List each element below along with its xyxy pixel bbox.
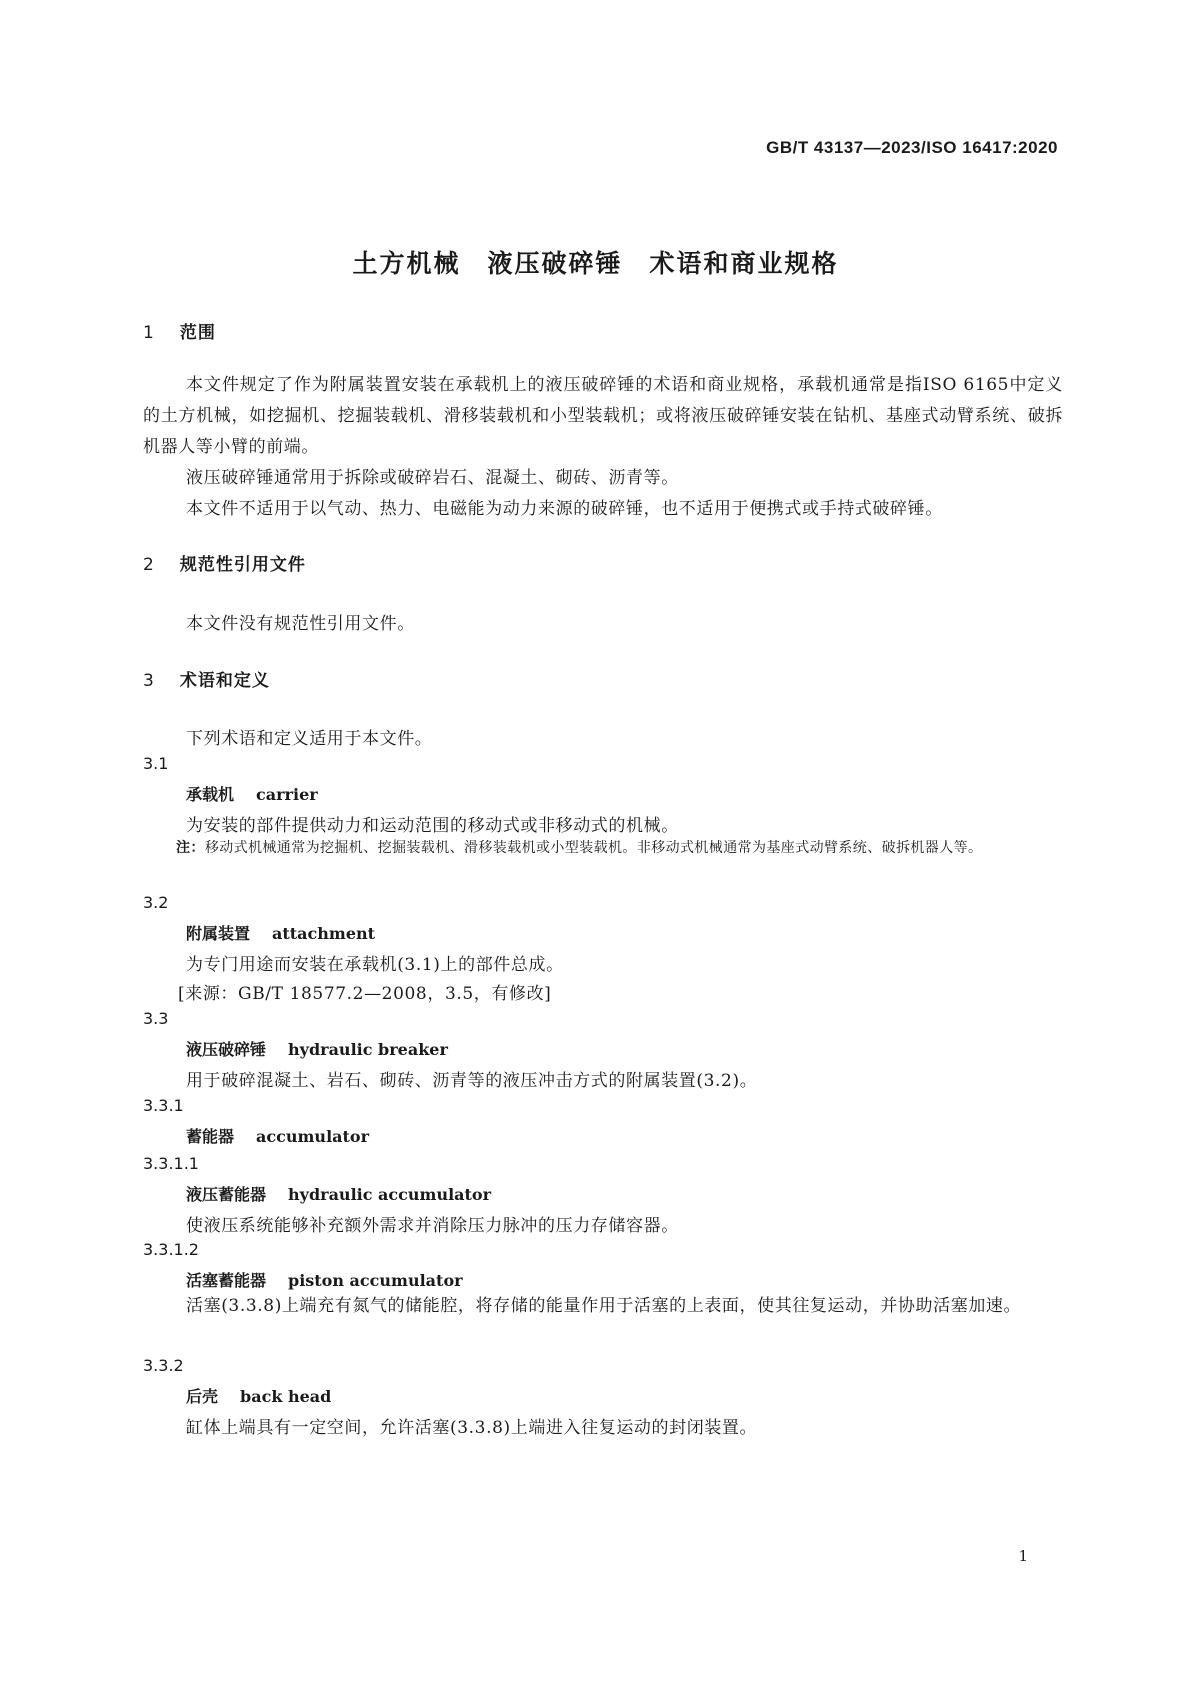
- clause-number-3-3-2: 3.3.2: [143, 1356, 184, 1375]
- term-chinese: 液压蓄能器: [186, 1185, 267, 1204]
- clause-number-3-3-1-1: 3.3.1.1: [143, 1154, 199, 1173]
- section-1-heading: [143, 318, 216, 343]
- section-title: 术语和定义: [179, 671, 270, 691]
- section-number: 2: [143, 555, 155, 575]
- term-english: hydraulic breaker: [288, 1040, 448, 1059]
- term-hydraulic-accumulator: [186, 1182, 491, 1205]
- section-title: 范围: [179, 323, 216, 343]
- section-number: 3: [143, 671, 155, 691]
- document-title: 土方机械 液压破碎锤 术语和商业规格: [352, 249, 839, 278]
- section-title: 规范性引用文件: [179, 555, 306, 575]
- clause-number-3-1: 3.1: [143, 754, 169, 773]
- clause-number-3-3: 3.3: [143, 1009, 169, 1028]
- term-english: accumulator: [256, 1127, 369, 1146]
- term-chinese: 蓄能器: [186, 1127, 235, 1146]
- note-label: 注：: [176, 840, 205, 856]
- note-text: 移动式机械通常为挖掘机、挖掘装载机、滑移装载机或小型装载机。非移动式机械通常为基座式动臂系统、破拆机器人等。: [204, 840, 983, 856]
- term-chinese: 承载机: [186, 785, 235, 804]
- term-english: attachment: [272, 924, 376, 943]
- term-english: hydraulic accumulator: [288, 1185, 492, 1204]
- term-english: back head: [240, 1387, 332, 1406]
- source-attachment: [来源：GB/T 18577.2—2008，3.5，有修改]: [178, 984, 552, 1004]
- term-accumulator: [186, 1124, 369, 1147]
- term-attachment: [186, 921, 375, 944]
- note-carrier: [176, 835, 1066, 861]
- section-2-paragraph-1: 本文件没有规范性引用文件。: [186, 614, 415, 634]
- term-english: carrier: [256, 785, 318, 804]
- definition-carrier: 为安装的部件提供动力和运动范围的移动式或非移动式的机械。: [186, 816, 679, 836]
- section-1-paragraph-2: 液压破碎锤通常用于拆除或破碎岩石、混凝土、砌砖、沥青等。: [186, 468, 679, 488]
- definition-back-head: 缸体上端具有一定空间，允许活塞(3.3.8)上端进入往复运动的封闭装置。: [186, 1418, 758, 1438]
- page-number: 1: [1018, 1547, 1028, 1565]
- definition-piston-accumulator: 活塞(3.3.8)上端充有氮气的储能腔，将存储的能量作用于活塞的上表面，使其往复运动，并协助活塞加速。: [186, 1296, 1022, 1316]
- section-number: 1: [143, 323, 155, 343]
- term-piston-accumulator: [186, 1268, 463, 1291]
- term-chinese: 后壳: [186, 1387, 219, 1406]
- section-3-intro: 下列术语和定义适用于本文件。: [186, 729, 433, 749]
- term-chinese: 附属装置: [186, 924, 251, 943]
- definition-hydraulic-accumulator: 使液压系统能够补充额外需求并消除压力脉冲的压力存储容器。: [186, 1216, 679, 1236]
- section-3-heading: [143, 666, 270, 691]
- definition-attachment: 为专门用途而安装在承载机(3.1)上的部件总成。: [186, 955, 564, 975]
- clause-number-3-3-1: 3.3.1: [143, 1096, 184, 1115]
- term-carrier: [186, 782, 318, 805]
- term-english: piston accumulator: [288, 1271, 463, 1290]
- section-2-heading: [143, 550, 306, 575]
- term-hydraulic-breaker: [186, 1037, 448, 1060]
- term-chinese: 液压破碎锤: [186, 1040, 267, 1059]
- section-1-paragraph-1: 本文件规定了作为附属装置安装在承载机上的液压破碎锤的术语和商业规格，承载机通常是指ISO 6165中定义的土方机械，如挖掘机、挖掘装载机、滑移装载机和小型装载机；或将液压破碎锤安装在钻机、基座式动臂系统、破拆机器人等小臂的前端。: [143, 375, 1063, 457]
- section-1-paragraph-3: 本文件不适用于以气动、热力、电磁能为动力来源的破碎锤，也不适用于便携式或手持式破碎锤。: [186, 499, 943, 519]
- clause-number-3-2: 3.2: [143, 893, 169, 912]
- term-chinese: 活塞蓄能器: [186, 1271, 267, 1290]
- standard-code: GB/T 43137—2023/ISO 16417:2020: [766, 138, 1058, 157]
- clause-number-3-3-1-2: 3.3.1.2: [143, 1240, 199, 1259]
- definition-hydraulic-breaker: 用于破碎混凝土、岩石、砌砖、沥青等的液压冲击方式的附属装置(3.2)。: [186, 1071, 758, 1091]
- term-back-head: [186, 1384, 331, 1407]
